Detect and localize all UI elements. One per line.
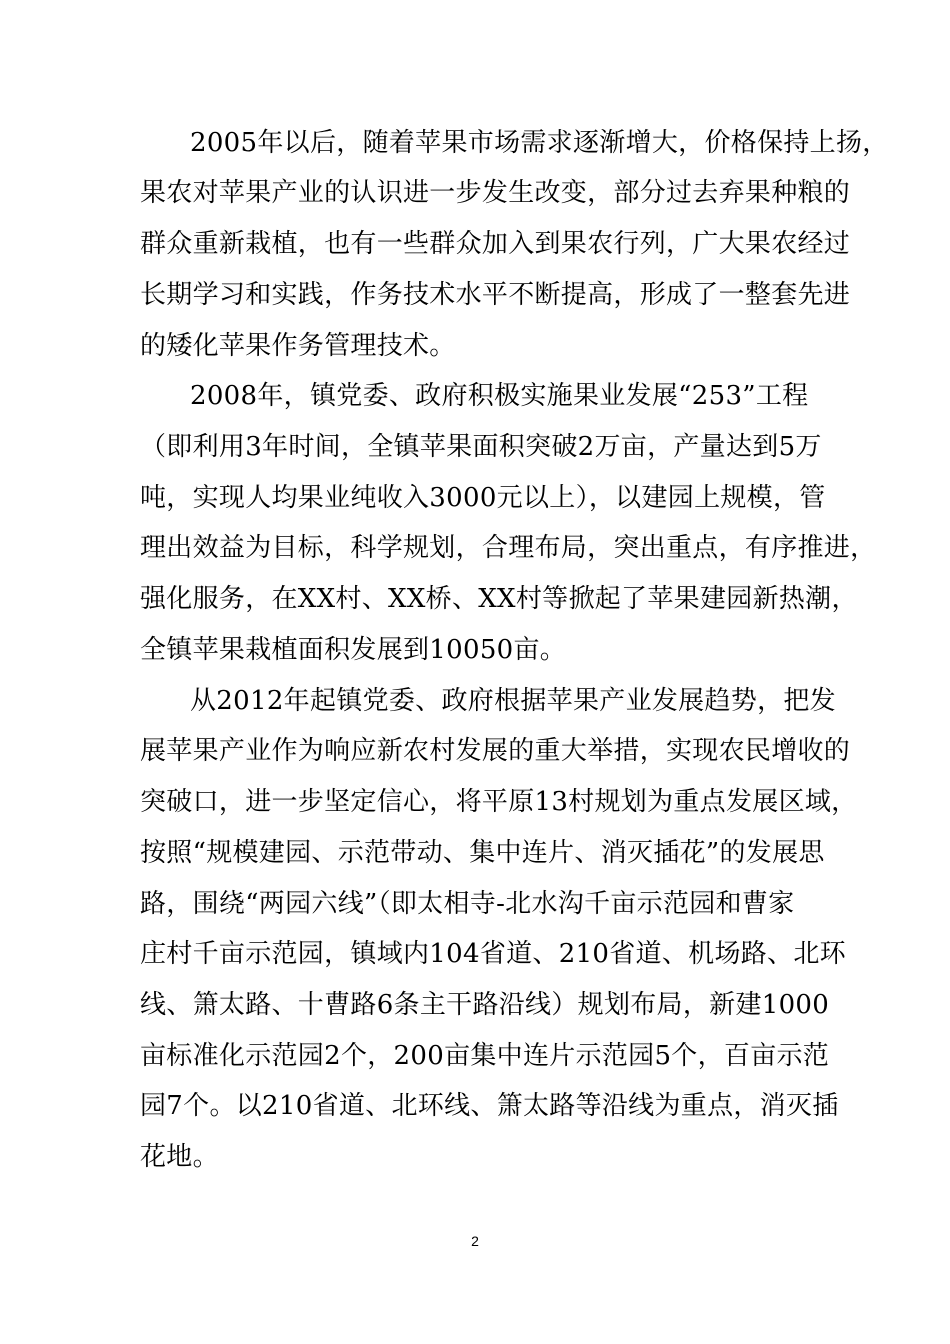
page-number: 2 xyxy=(471,1233,479,1249)
paragraph-2-line-5: 强化服务，在XX村、XX桥、XX村等掀起了苹果建园新热潮， xyxy=(140,584,858,614)
paragraph-2-line-6: 全镇苹果栽植面积发展到10050亩。 xyxy=(140,635,567,665)
paragraph-1-line-5: 的矮化苹果作务管理技术。 xyxy=(140,331,456,361)
paragraph-2-line-2: （即利用3年时间，全镇苹果面积突破2万亩，产量达到5万 xyxy=(140,432,822,462)
paragraph-2-line-1: 2008年，镇党委、政府积极实施果业发展“253”工程 xyxy=(190,381,809,411)
paragraph-1-line-2: 果农对苹果产业的认识进一步发生改变，部分过去弃果种粮的 xyxy=(140,178,851,208)
paragraph-3-line-3: 突破口，进一步坚定信心，将平原13村规划为重点发展区域， xyxy=(140,787,858,817)
paragraph-1-line-3: 群众重新栽植，也有一些群众加入到果农行列，广大果农经过 xyxy=(140,229,851,259)
paragraph-3-line-6: 庄村千亩示范园，镇域内104省道、210省道、机场路、北环 xyxy=(140,939,846,969)
paragraph-2-line-4: 理出效益为目标，科学规划，合理布局，突出重点，有序推进， xyxy=(140,533,877,563)
paragraph-3-line-8: 亩标准化示范园2个，200亩集中连片示范园5个，百亩示范 xyxy=(140,1041,830,1071)
paragraph-1-line-4: 长期学习和实践，作务技术水平不断提高，形成了一整套先进 xyxy=(140,280,851,310)
paragraph-3-line-2: 展苹果产业作为响应新农村发展的重大举措，实现农民增收的 xyxy=(140,736,851,766)
paragraph-2-line-3: 吨，实现人均果业纯收入3000元以上），以建园上规模，管 xyxy=(140,483,826,513)
paragraph-3-line-5: 路，围绕“两园六线”（即太相寺-北水沟千亩示范园和曹家 xyxy=(140,889,795,919)
paragraph-3-line-9: 园7个。以210省道、北环线、箫太路等沿线为重点，消灭插 xyxy=(140,1091,839,1121)
paragraph-3-line-7: 线、箫太路、十曹路6条主干路沿线）规划布局，新建1000 xyxy=(140,990,830,1020)
paragraph-3-line-1: 从2012年起镇党委、政府根据苹果产业发展趋势，把发 xyxy=(190,686,836,716)
paragraph-3-line-4: 按照“规模建园、示范带动、集中连片、消灭插花”的发展思 xyxy=(140,838,825,868)
paragraph-3-line-10: 花地。 xyxy=(140,1142,219,1172)
paragraph-1-line-1: 2005年以后，随着苹果市场需求逐渐增大，价格保持上扬， xyxy=(190,128,889,158)
